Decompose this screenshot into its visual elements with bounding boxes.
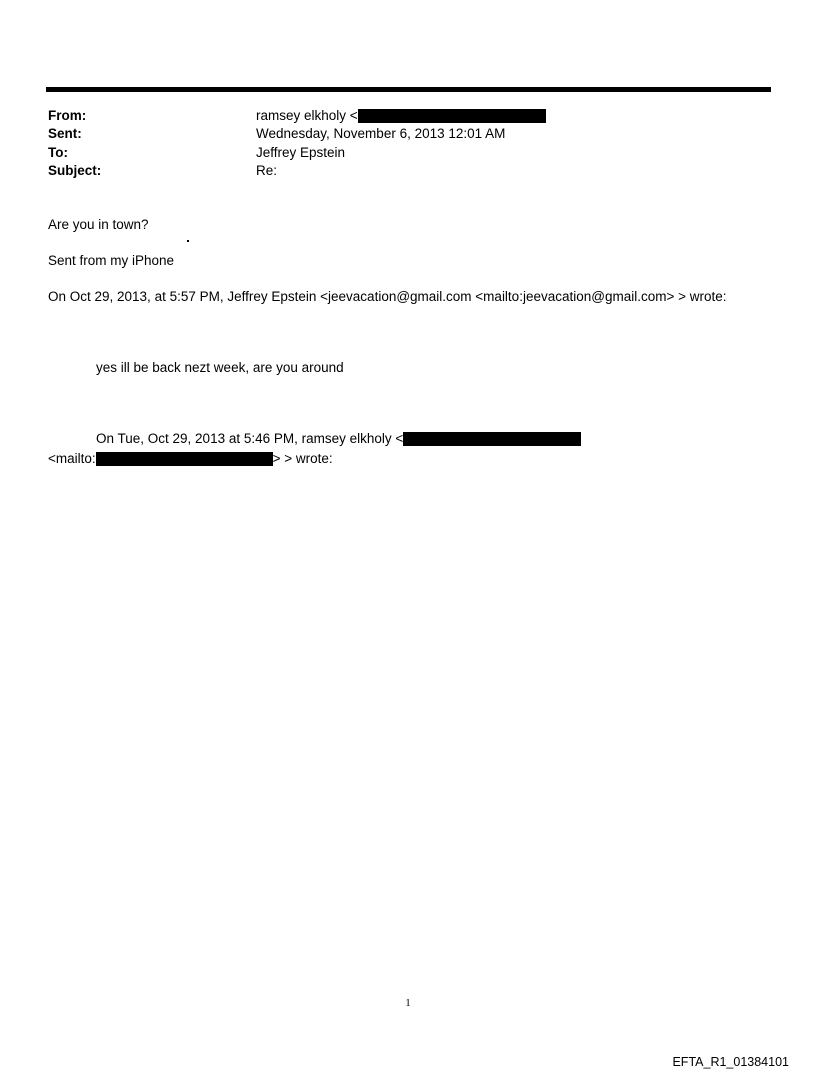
nested-attribution-text: On Tue, Oct 29, 2013 at 5:46 PM, ramsey elkholy < [96, 431, 404, 446]
mailto-prefix: <mailto: [48, 451, 96, 466]
from-name: ramsey elkholy < [256, 108, 358, 123]
subject-value: Re: [256, 163, 278, 178]
redaction-block [403, 432, 581, 446]
from-value [256, 107, 546, 125]
body-signature: Sent from my iPhone [48, 253, 175, 268]
nested-mailto [48, 450, 333, 468]
bates-number: EFTA_R1_01384101 [672, 1055, 789, 1069]
quote-attribution: On Oct 29, 2013, at 5:57 PM, Jeffrey Epstein <jeevacation@gmail.com <mailto:jeevacation@gmail.com> > wrote: [48, 289, 727, 304]
to-label: To: [48, 145, 68, 160]
from-label: From: [48, 108, 87, 123]
to-value: Jeffrey Epstein [256, 145, 346, 160]
mailto-suffix: > > wrote: [272, 451, 333, 466]
subject-label: Subject: [48, 163, 102, 178]
body-question: Are you in town? [48, 217, 149, 232]
quoted-reply: yes ill be back nezt week, are you around [96, 360, 344, 375]
sent-label: Sent: [48, 126, 82, 141]
nested-attribution [96, 430, 581, 448]
redaction-block [96, 452, 273, 466]
page-number: 1 [405, 997, 411, 1009]
scan-speck [187, 240, 189, 242]
redaction-block [358, 109, 546, 123]
header-rule [46, 87, 771, 92]
sent-value: Wednesday, November 6, 2013 12:01 AM [256, 126, 506, 141]
